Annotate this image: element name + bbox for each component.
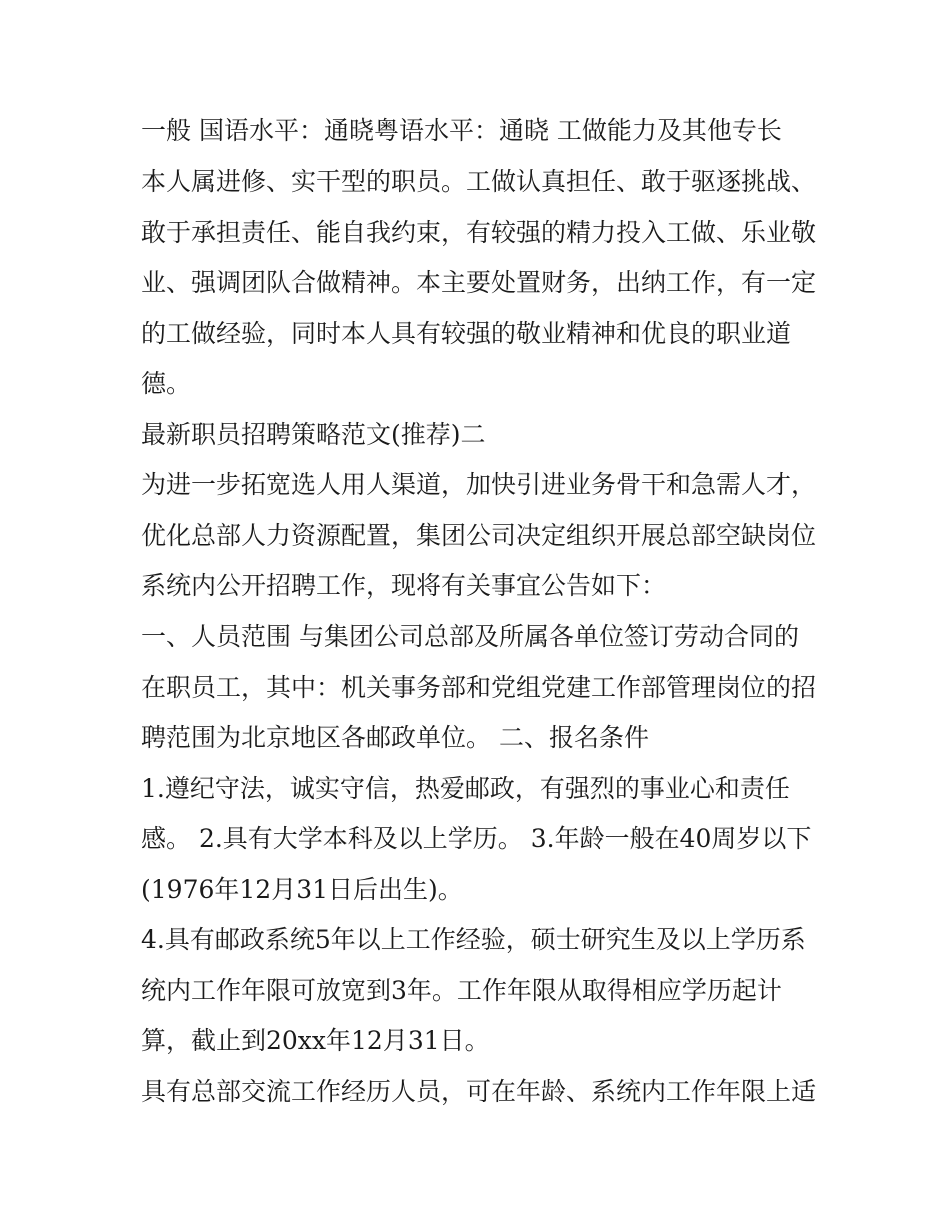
text-line: 算，截止到20xx年12月31日。 — [141, 1026, 490, 1055]
text-line: 系统内公开招聘工作，现将有关事宜公告如下： — [141, 571, 667, 600]
text-line: 在职员工，其中：机关事务部和党组党建工作部管理岗位的招 — [141, 673, 817, 702]
text-line: 优化总部人力资源配置，集团公司决定组织开展总部空缺岗位 — [141, 521, 817, 550]
text-line: 4.具有邮政系统5年以上工作经验，硕士研究生及以上学历系 — [141, 925, 806, 954]
text-line: 本人属进修、实干型的职员。工做认真担任、敢于驱逐挑战、 — [141, 167, 817, 196]
text-line: 一般 国语水平：通晓粤语水平：通晓 工做能力及其他专长 — [141, 116, 782, 145]
text-line: 聘范围为北京地区各邮政单位。 二、报名条件 — [141, 723, 649, 752]
text-line: 的工做经验，同时本人具有较强的敬业精神和优良的职业道 — [141, 319, 792, 348]
text-line: 德。 — [141, 369, 192, 398]
section-heading: 最新职员招聘策略范文(推荐)二 — [141, 420, 486, 449]
text-line: 1.遵纪守法，诚实守信，热爱邮政，有强烈的事业心和责任 — [141, 774, 790, 803]
text-line: (1976年12月31日后出生)。 — [141, 875, 463, 904]
text-line: 感。 2.具有大学本科及以上学历。 3.年龄一般在40周岁以下 — [141, 824, 812, 853]
text-line: 一、人员范围 与集团公司总部及所属各单位签订劳动合同的 — [141, 622, 799, 651]
text-line: 敢于承担责任、能自我约束，有较强的精力投入工做、乐业敬 — [141, 218, 817, 247]
text-line: 业、强调团队合做精神。本主要处置财务，出纳工作，有一定 — [141, 268, 817, 297]
text-line: 统内工作年限可放宽到3年。工作年限从取得相应学历起计 — [141, 976, 782, 1005]
text-line: 为进一步拓宽选人用人渠道，加快引进业务骨干和急需人才， — [141, 470, 817, 499]
text-line: 具有总部交流工作经历人员，可在年龄、系统内工作年限上适 — [141, 1077, 817, 1106]
